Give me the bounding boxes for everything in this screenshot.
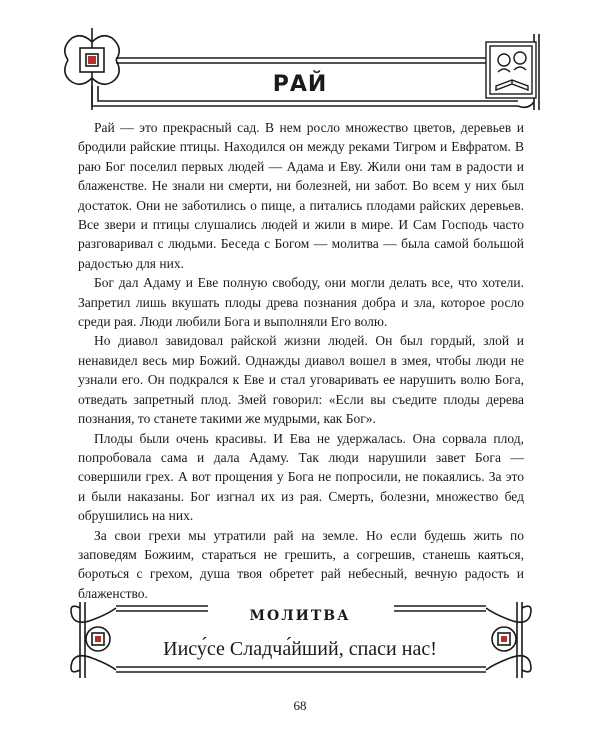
page-number: 68	[293, 698, 307, 713]
paragraph: За свои грехи мы утратили рай на земле. Но если будешь жить по заповедям Божиим, стараться не грешить, а согрешив, станешь каяться, бороться с грехом, душа твоя обретет рай небесный, вечную радость и блаженство.	[78, 527, 524, 601]
paragraph: Но диавол завидовал райской жизни людей. Он был гордый, злой и ненавидел весь мир Божий. Однажды диавол вошел в змея, чтобы люди не узнали его. Он подкрался к Еве и стал уговаривать ее нарушить волю Бога, отведать запретный плод. Змей говорил: «Если вы съедите плоды дерева познания, то станете такими же мудрыми, как Бог».	[78, 333, 524, 427]
body-text	[78, 118, 524, 603]
header-frame	[58, 28, 544, 110]
prayer-label: МОЛИТВА	[249, 608, 351, 624]
celtic-knot-icon	[65, 28, 539, 110]
prayer-text: Иису́се Сладча́йший, спаси нас!	[163, 638, 437, 660]
paragraph: Плоды были очень красивы. И Ева не удержалась. Она сорвала плод, попробовала сама и дала Адаму. Так люди нарушили завет Бога — совершили грех. А вот прощения у Бога не попросили, не покаялись. За это и были наказаны. Бог изгнал их из рая. Смерть, болезни, множество бед обрушились на них.	[78, 430, 524, 524]
paragraph: Рай — это прекрасный сад. В нем росло множество цветов, деревьев и бродили райские птицы. Находился он между реками Тигром и Евфратом. В раю Бог поселил первых людей — Адама и Еву. Жили они там в радости и блаженстве. Не знали ни смерти, ни болезней, ни забот. Во всем у них был достаток. Они не заботились о пище, а питались плодами райских деревьев. Все звери и птицы слушались людей и жили в мире. И Сам Господь часто разговаривал с людьми. Беседа с Богом — молитва — была самой большой радостью для них.	[78, 120, 524, 271]
page-title: РАЙ	[272, 72, 328, 97]
paragraph: Бог дал Адаму и Еве полную свободу, они могли делать все, что хотели. Запретил лишь вкушать плоды древа познания добра и зла, которое росло среди рая. Люди любили Бога и выполняли Его волю.	[78, 275, 524, 330]
